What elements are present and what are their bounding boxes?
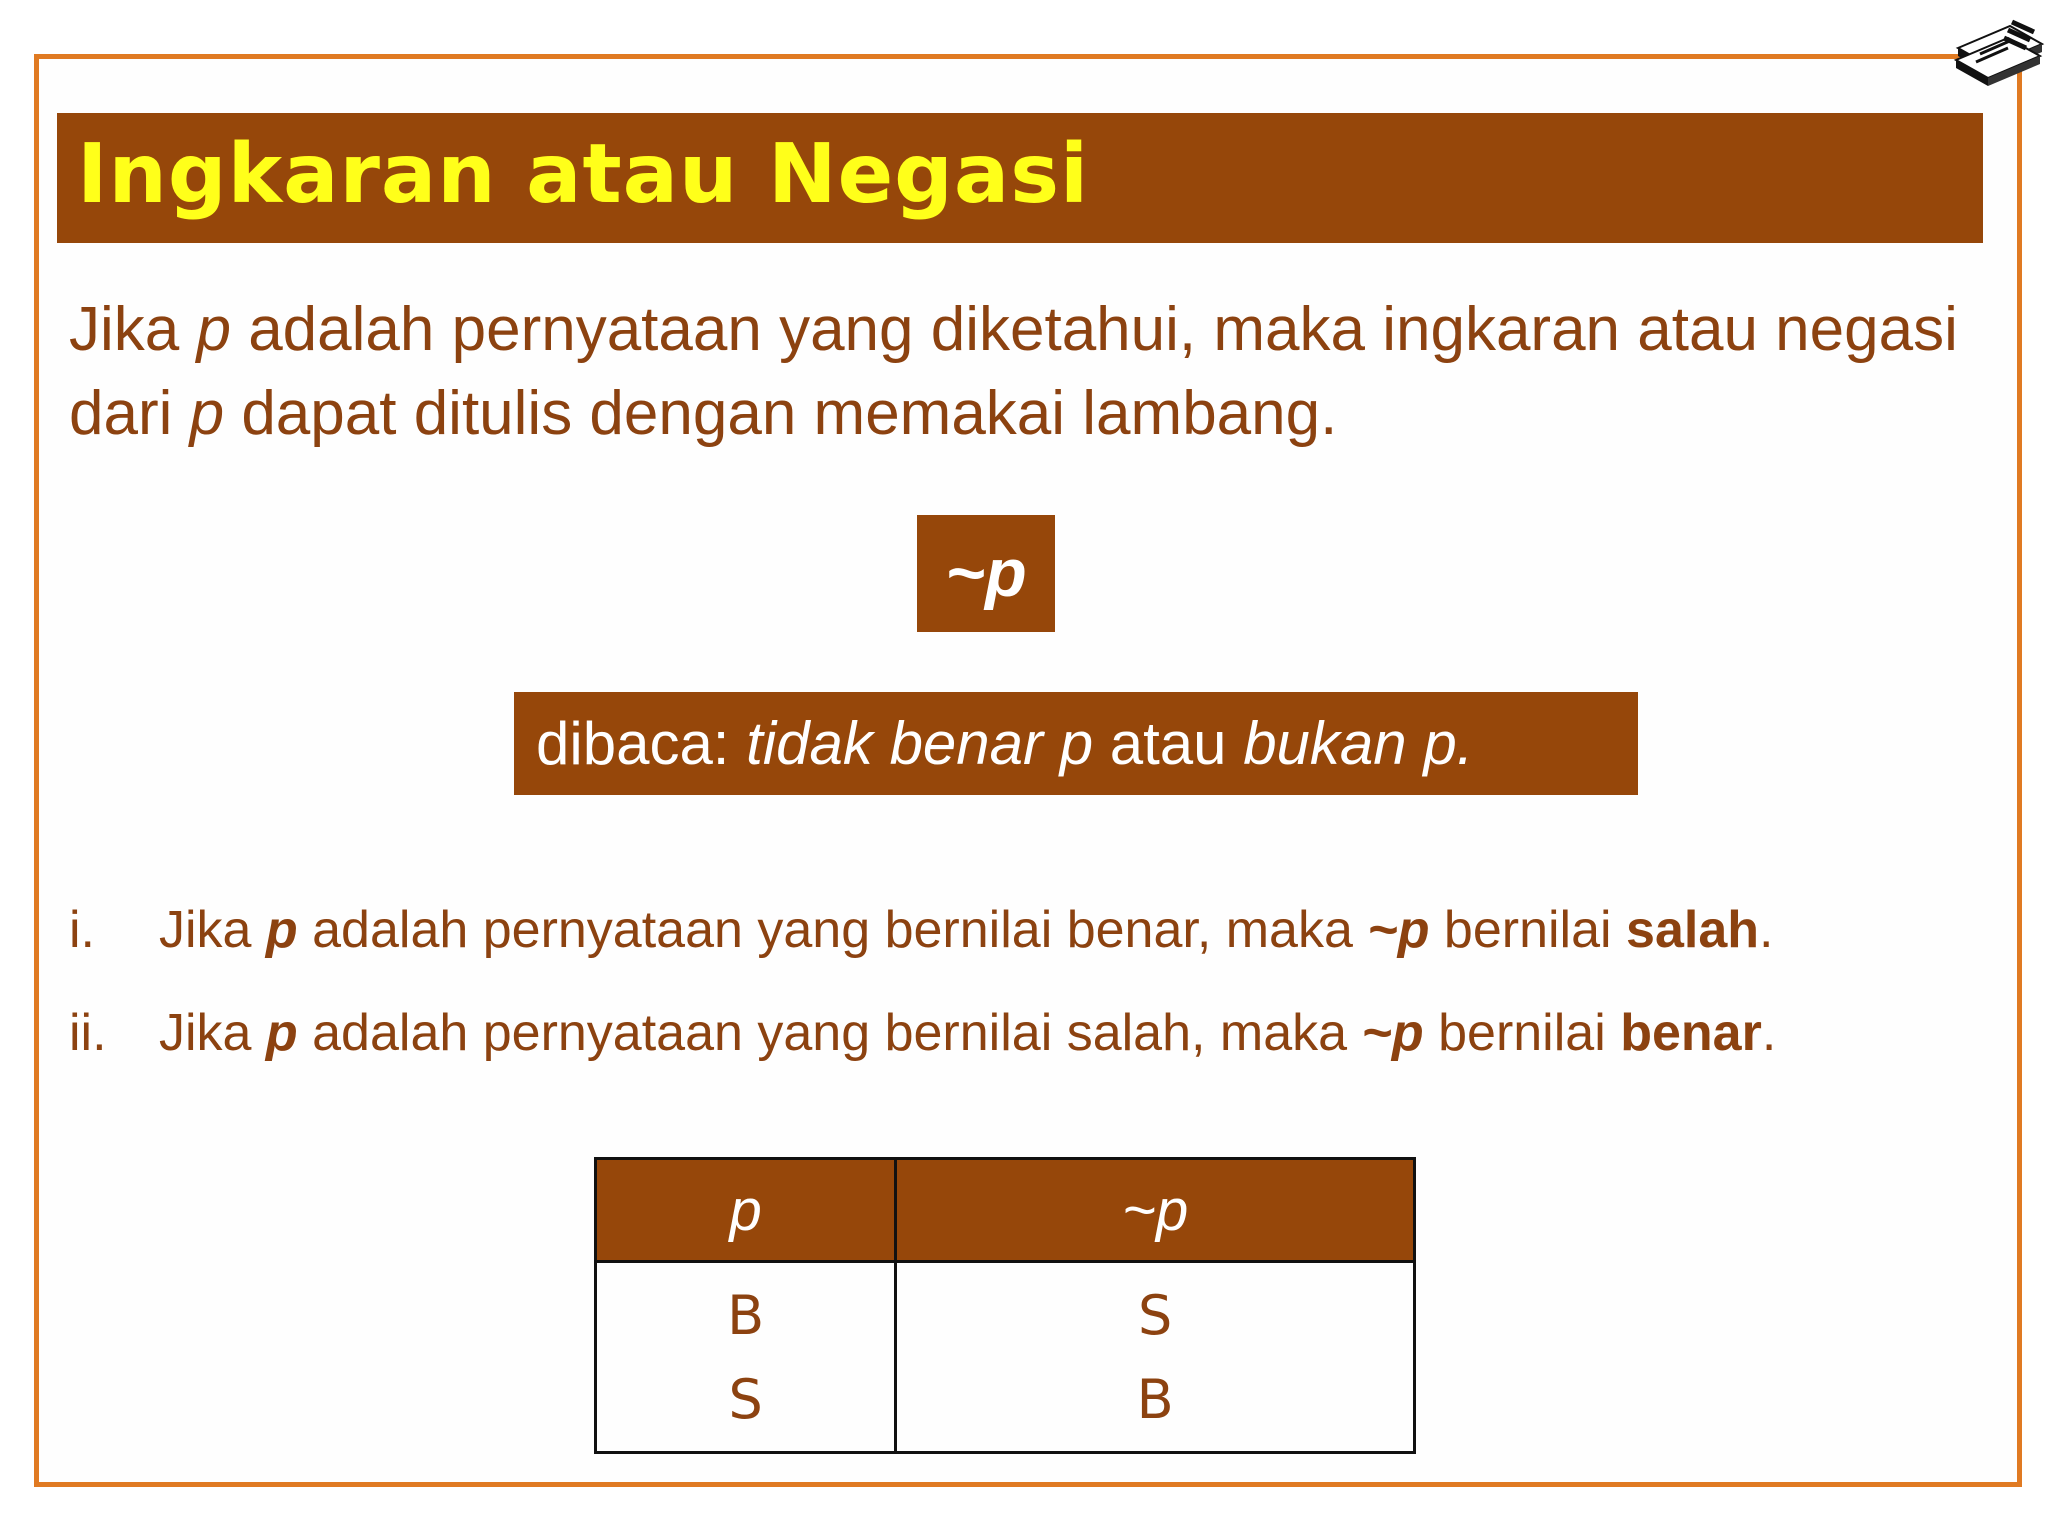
rule-var-not-p: ~p (1361, 1004, 1424, 1062)
table-cell: S (896, 1262, 1415, 1358)
book-stack-logo-icon (1952, 14, 2048, 92)
rule-text: bernilai (1429, 901, 1627, 959)
reading-box (514, 692, 1638, 795)
page-title: Ingkaran atau Negasi (77, 127, 1090, 222)
intro-var-p: p (196, 295, 231, 364)
reading-prefix: dibaca: (536, 710, 747, 777)
table-header-row (596, 1159, 1415, 1262)
reading-phrase: bukan p. (1243, 710, 1474, 777)
rule-text: adalah pernyataan yang bernilai salah, maka (297, 1004, 1362, 1062)
rule-item (69, 900, 1969, 960)
table-row (596, 1262, 1415, 1358)
reading-middle: atau (1093, 710, 1244, 777)
intro-text: dapat ditulis dengan memakai lambang. (224, 379, 1338, 448)
rule-end: . (1761, 1004, 1777, 1062)
rule-var-not-p: ~p (1367, 901, 1430, 959)
intro-text: adalah pernyataan yang diketahui, maka ingkaran atau negasi dari (69, 295, 1958, 448)
rule-text: Jika (159, 1004, 266, 1062)
intro-text: Jika (69, 295, 197, 364)
rule-value: benar (1620, 1004, 1762, 1062)
rule-text: bernilai (1423, 1004, 1621, 1062)
table-cell: B (896, 1357, 1415, 1453)
rule-value: salah (1626, 901, 1760, 959)
rule-var-p: p (265, 901, 298, 959)
rule-end: . (1759, 901, 1774, 959)
rule-text: adalah pernyataan yang bernilai benar, maka (297, 901, 1368, 959)
truth-table (594, 1157, 1416, 1454)
table-cell: B (596, 1262, 896, 1358)
title-bar (57, 113, 1983, 243)
table-header-p: p (596, 1159, 896, 1262)
table-header-not-p: ~p (896, 1159, 1415, 1262)
intro-paragraph (69, 288, 1969, 456)
table-cell: S (596, 1357, 896, 1453)
rule-item (69, 1003, 1969, 1063)
rule-number: ii. (69, 1004, 107, 1062)
rule-var-p: p (265, 1004, 298, 1062)
rule-text: Jika (159, 901, 266, 959)
reading-phrase: tidak benar p (746, 710, 1094, 777)
table-row (596, 1357, 1415, 1453)
intro-var-p: p (189, 379, 225, 448)
rule-number: i. (69, 901, 95, 959)
negation-symbol-box: ~p (917, 515, 1055, 632)
